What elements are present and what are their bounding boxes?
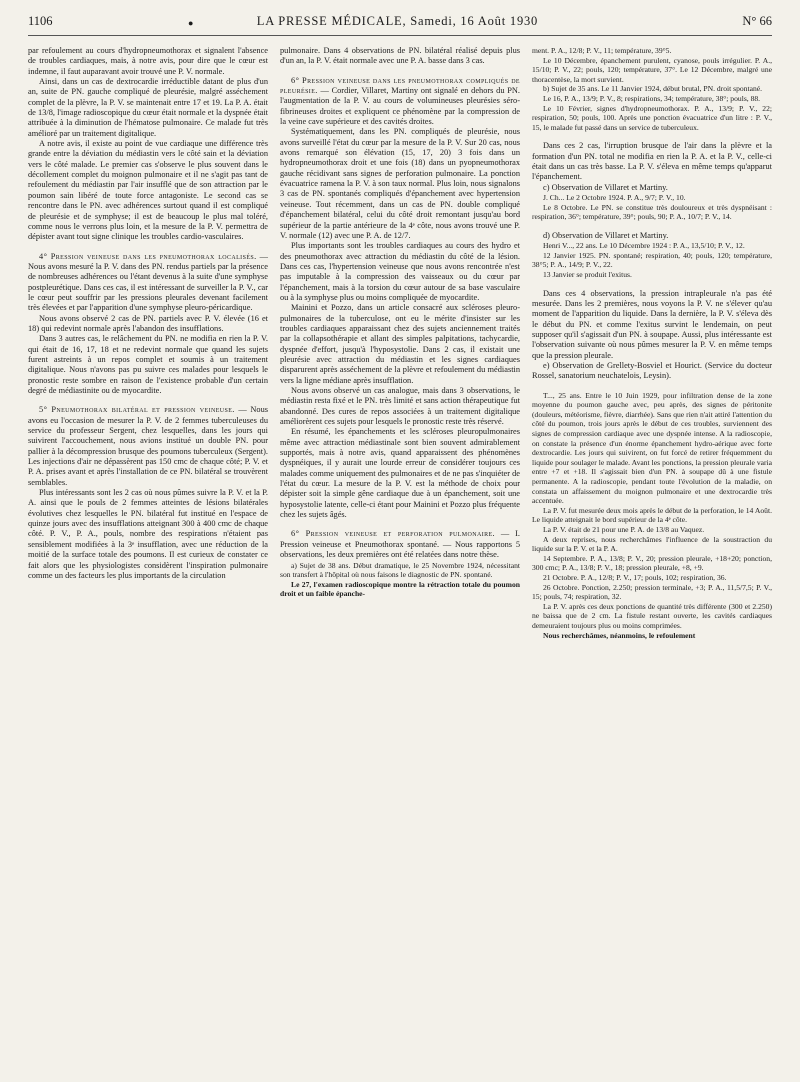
paragraph-text: Dans ces 4 observations, la pression intrapleurale n'a pas été mesurée. Dans les 2 premières, nous voyons la P. V. ne s'élever qu'au moment de l'apparition du liquide. Dans la dernière, la P. V. s'éleva dès le début du PN. et comme l'exitus survint le lendemain, on peut supposer qu'il s'agissait d'un PN. à soupape. Aussi, plus intéressante est l'observation suivante où nous pûmes mesurer la P. V. en même temps que la pression pleurale. <box>532 288 772 360</box>
paragraph-text: A deux reprises, nous recherchâmes l'influence de la soustraction du liquide sur la P. V. et la P. A. <box>532 534 772 554</box>
paragraph-gap <box>532 222 772 231</box>
bullet-icon: ● <box>188 18 194 28</box>
paragraph-text: Henri V..., 22 ans. Le 10 Décembre 1924 : P. A., 13,5/10; P. V., 12. <box>543 241 745 251</box>
section-heading: 5° Pneumothorax bilatéral et pression veineuse. <box>39 405 235 415</box>
paragraph <box>280 76 520 128</box>
paragraph <box>28 314 268 335</box>
column-middle <box>280 46 520 640</box>
paragraph <box>280 561 520 580</box>
paragraph-text: e) Observation de Grellety-Bosviel et Hourict. (Service du docteur Rossel, sanatorium neuchatelois, Leysin). <box>532 360 772 381</box>
paragraph-gap <box>280 67 520 76</box>
paragraph-text: La P. V. était de 21 pour une P. A. de 13/8 au Vaquez. <box>543 524 705 534</box>
paragraph-text: J. Ch... Le 2 Octobre 1924. P. A., 9/7; P. V., 10. <box>543 193 686 203</box>
paragraph <box>532 631 772 641</box>
paragraph-text: ment. P. A., 12/8; P. V., 11; température, 39°5. <box>532 46 672 55</box>
paragraph <box>532 583 772 602</box>
paragraph-text: Nous avons observé un cas analogue, mais dans 3 observations, le médiastin resta fixé et le PN. très limité et sans action thérapeutique fut abandonné. Des cures de repos associées à un traitement digitalique améliorèrent ces sujets pour lesquels le pronostic reste très réservé. <box>280 386 520 427</box>
paragraph-text: 21 Octobre. P. A., 12/8; P. V., 17; pouls, 102; respiration, 36. <box>543 572 727 582</box>
paragraph-text: La P. V. fut mesurée deux mois après le début de la perforation, le 14 Août. Le liquide atteignait le bord supérieur de la 4ᵉ côte. <box>532 505 772 525</box>
issue-number: N° 66 <box>742 14 772 28</box>
page-number: 1106 <box>28 14 53 28</box>
paragraph-text: Dans ces 2 cas, l'irruption brusque de l'air dans la plèvre et la formation d'un PN. total ne modifia en rien la P. A. et la P. V., celle-ci était dans un cas très basse. La P. V. s'éleva en même temps qu'apparut l'épanchement. <box>532 141 772 182</box>
paragraph <box>532 554 772 573</box>
paragraph-text: Nous recherchâmes, néanmoins, le refoulement <box>543 630 696 640</box>
paragraph <box>532 56 772 85</box>
paragraph <box>532 183 772 193</box>
paragraph <box>280 241 520 303</box>
paragraph-text: — Nous avons eu l'occasion de mesurer la P. V. de 2 femmes tuberculeuses du service du professeur Sergent, chez lesquelles, dans les jours qui suivirent l'accouchement, nous avions institué un double PN. pour pallier à la décompression brusque des poumons tuberculeux (Sergent). Les injections d'air ne dépassèrent pas 150 cmc de chaque côté; P. V. et P. A. prises avant et après l'installation de ce PN. bilatéral se trouvèrent semblables. <box>28 405 268 487</box>
paragraph-text: Plus intéressants sont les 2 cas où nous pûmes suivre la P. V. et la P. A. ainsi que le pouls de 2 femmes atteintes de lésions bilatérales évolutives chez lesquelles le PN. bilatéral fut institué en l'espace de quinze jours avec des insufflations atteignant 300 à 400 cmc de chaque côté. P. V., P. A., pouls, nombre des respirations n'étaient pas sensiblement modifiées à la 3ᵉ insufflation, avec une réduction de la moitié de la surface totale des poumons. Il est curieux de constater ce fait alors que les physiologistes considèrent l'inspiration pulmonaire comme un des facteurs les plus importants de la circulation <box>28 488 268 580</box>
paragraph-text: Ainsi, dans un cas de dextrocardie irréductible datant de plus d'un an, suite de PN. gauche compliqué de pleurésie, malgré asséchement complet de la plèvre, la P. V. se maintenait entre 17 et 19. La P. A. était de 13/8, l'image radioscopique du cœur était normale et la dyspnée était attribuée à la diminution de l'hématose pulmonaire. Ce malade fut très amélioré par un traitement digitalique. <box>28 77 268 138</box>
section-heading: 4° Pression veineuse dans les pneumothorax localisés. <box>39 251 257 261</box>
paragraph <box>532 270 772 280</box>
paragraph-gap <box>28 396 268 405</box>
paragraph <box>280 127 520 241</box>
paragraph <box>280 580 520 599</box>
paragraph-text: Le 8 Octobre. Le PN. se constitue très douloureux et très dyspnéisant : respiration, 36°; température, 39°; pouls, 90; P. A., 10/7; P. V., 14. <box>532 202 772 222</box>
paragraph-text: — Nous avons mesuré la P. V. dans des PN. rendus partiels par la présence de nombreuses adhérences ou l'étant devenus à la suite d'une symphyse postpleurétique. Dans ces cas, il est intéressant de surveiller la P. V., car le cœur peut souffrir par les pressions pleurales devenant facilement très élevées et par l'apparition d'une symphyse pleuro-péricardique. <box>28 251 268 313</box>
paragraph-text: 26 Octobre. Ponction, 2.250; pression terminale, +3; P. A., 11,5/7,5; P. V., 15; pouls, 74; respiration, 32. <box>532 582 772 602</box>
paragraph-text: Le 10 Décembre, épanchement purulent, cyanose, pouls irrégulier. P. A., 15/10; P. V., 22; pouls, 120; température, 37°. Le 12 Décembre, malgré une thoracentèse, la mort survient. <box>532 55 772 84</box>
paragraph <box>532 141 772 182</box>
paragraph-text: Plus importants sont les troubles cardiaques au cours des hydro et des pneumothorax avec attraction du médiastin du côté de la lésion. Dans ces cas, l'hypertension veineuse que nous avons rencontrée n'est pas imputable à la compression des vaisseaux ou du cœur par l'épanchement, mais à la torsion du cœur autour de sa base vasculaire ou à la symphyse plus ou moins compliquée de myocardite. <box>280 241 520 302</box>
paragraph-text: Nous avons observé 2 cas de PN. partiels avec P. V. élevée (16 et 18) qui redevint normale après l'abandon des insufflations. <box>28 313 268 333</box>
paragraph-text: En résumé, les épanchements et les scléroses pleuropulmonaires même avec attraction médiastinale sont bien souvent admirablement supportés, mais à notre avis, quand apparaissent des phénomènes dyspnéiques, il y aurait une lourde erreur de considérer toujours ces malades comme uniquement des pulmonaires et de ne pas s'inquiéter de l'état du cœur. La mesure de la P. V. est la méthode de choix pour dépister soit la simple gêne cardiaque due à un épanchement, soit une hyposystolie latente, celle-ci étant pour Mainini et Pozzo plus fréquente chez les sujets âgés. <box>280 427 520 520</box>
paragraph <box>532 231 772 241</box>
paragraph-text: Le 27, l'examen radioscopique montre la rétraction totale du poumon droit et un faible épanche- <box>280 579 520 599</box>
paragraph <box>532 573 772 583</box>
paragraph <box>280 386 520 427</box>
paragraph-gap <box>532 280 772 289</box>
column-left <box>28 46 268 640</box>
running-header <box>28 0 772 36</box>
paragraph <box>28 46 268 77</box>
paragraph-text: a) Sujet de 38 ans. Début dramatique, le 25 Novembre 1924, nécessitant son transfert à l'hôpital où nous faisons le diagnostic de PN. spontané. <box>280 560 520 580</box>
paragraph <box>28 405 268 488</box>
paragraph <box>532 602 772 631</box>
paragraph-text: A notre avis, il existe au point de vue cardiaque une différence très grande entre la déviation du médiastin vers le côté sain et la déviation vers le côté malade. Le premier cas s'observe le plus souvent dans le décollement complet du moignon pulmonaire et il ne s'agit pas tant de refoulement du médiastin par l'air insufflé que de son attraction par le poumon sain libéré de toute force antagoniste. Le second cas se rencontre dans le PN. avec adhérences surtout quand il est compliqué de pleurésie et de symphyse; il est de beaucoup le plus mal toléré, comme nous le verrons plus loin, et la mesure de la P. V. permettra de dépister avant tout signe clinique les troubles cardio-vasculaires. <box>28 139 268 242</box>
paragraph-text: pulmonaire. Dans 4 observations de PN. bilatéral réalisé depuis plus d'un an, la P. V. était normale avec une P. A. basse dans 3 cas. <box>280 46 520 66</box>
paragraph <box>280 427 520 520</box>
paragraph-gap <box>280 520 520 529</box>
paragraph <box>532 241 772 251</box>
paragraph-text: Le 16, P. A., 13/9; P. V., 8; respirations, 34; température, 38°; pouls, 88. <box>543 93 761 103</box>
running-title: LA PRESSE MÉDICALE, Samedi, 16 Août 1930 <box>256 14 539 28</box>
paragraph <box>28 334 268 396</box>
paragraph-text: c) Observation de Villaret et Martiny. <box>543 182 668 192</box>
paragraph-gap <box>532 132 772 141</box>
paragraph-text: Dans 3 autres cas, le relâchement du PN. ne modifia en rien la P. V. qui était de 16, 17, 18 et ne redevint normale que quand les sujets furent astreints à un repos complet et soumis à un traitement digitalique. Nous n'avons pas pu suivre ces malades pour lesquels le pronostic reste sombre en raison de l'existence probable d'un certain degré de médiastinite ou de myocardite. <box>28 334 268 395</box>
paragraph <box>532 361 772 382</box>
paragraph <box>532 391 772 506</box>
paragraph-text: Le 10 Février, signes d'hydropneumothorax. P. A., 13/9; P. V., 22; respiration, 50; pouls, 100. Après une ponction évacuatrice d'un litre : P. V., 15, le malade fut passé dans un service de tuberculeux. <box>532 103 772 132</box>
section-heading: 6° Pression veineuse dans les pneumothorax compliqués de pleurésie. <box>280 75 520 96</box>
paragraph-text: T..., 25 ans. Entre le 10 Juin 1929, pour infiltration dense de la zone moyenne du poumon gauche avec, peu après, des signes de péritonite (douleurs, météorisme, fièvre, diarrhée). Sans que rien n'ait attiré l'attention du côté du poumon, trois jours après le début de ces troubles, surviennent des signes de compression cardiaque avec une dyspnée intense. A la radioscopie, on constate la présence d'un énorme épanchement hydro-aérique avec forte dextrocardie. Les jours qui suivirent, on fut forcé de retirer fréquemment du liquide pour soulager le malade. Avant les ponctions, la pression pleurale varia entre +7 et +18. Il s'agissait bien d'un PN. à soupape dû à une fistule permanente. A la radioscopie, pendant toute l'évolution de la maladie, on constata un affaissement du moignon pulmonaire et une dextrocardie très accentuée. <box>532 390 772 506</box>
paragraph <box>28 488 268 581</box>
paragraph <box>28 77 268 139</box>
paragraph <box>532 525 772 535</box>
paragraph <box>532 251 772 270</box>
paragraph-text: — I. Pression veineuse et Pneumothorax spontané. — Nous rapportons 5 observations, les deux premières ont été relatées dans notre thèse. <box>280 529 520 560</box>
paragraph-text: b) Sujet de 35 ans. Le 11 Janvier 1924, début brutal, PN. droit spontané. <box>543 84 763 94</box>
paragraph-text: 13 Janvier se produit l'exitus. <box>543 269 632 279</box>
paragraph-text: Mainini et Pozzo, dans un article consacré aux scléroses pleuro-pulmonaires de la tuberculose, ont eu le mérite d'insister sur les troubles cardiaques apparaissant chez des sujets anciennement traités par la collapsothérapie et allant des simples palpitations, tachycardie, dyspnée d'effort, jusqu'à l'hyposystolie. Dans 2 cas, il existait une pleurésie avec attraction du médiastin et les signes cardiaques disparurent après asséchement de la plèvre et refoulement du médiastin vers la ligne médiane après insufflation. <box>280 303 520 385</box>
paragraph <box>532 193 772 203</box>
paragraph <box>280 303 520 386</box>
paragraph <box>28 139 268 242</box>
paragraph-text: — Cordier, Villaret, Martiny ont signalé en dehors du PN. l'augmentation de la P. V. au cours de volumineuses pleurésies séro-fibrineuses droites et expliquent ce phénomène par la compression de la veine cave supérieure et des cavités droites. <box>280 86 520 127</box>
section-heading: 6° Pression veineuse et perforation pulmonaire. <box>291 529 496 539</box>
paragraph <box>532 535 772 554</box>
paragraph-text: La P. V. après ces deux ponctions de quantité très différente (300 et 2.250) ne baissa que de 2 cm. La fistule restant ouverte, les cavités cardiaques demeuraient toujours plus ou moins comprimées. <box>532 601 772 630</box>
paragraph <box>280 46 520 67</box>
paragraph-text: par refoulement au cours d'hydropneumothorax et signalent l'absence de troubles cardiaques, mais, à notre avis, pour dire que le cœur est indemne, il faut auparavant avoir trouvé une P. V. normale. <box>28 46 268 76</box>
paragraph <box>532 506 772 525</box>
paragraph <box>532 289 772 361</box>
paragraph-text: 14 Septembre. P. A., 13/8; P. V., 20; pression pleurale, +18+20; ponction, 300 cmc; P. A., 13/8; P. V., 18; pression pleurale, +8, +9. <box>532 553 772 573</box>
paragraph-text: Systématiquement, dans les PN. compliqués de pleurésie, nous avons surveillé l'état du cœur par la mesure de la P. V. Sur 20 cas, nous avons remarqué son élévation (15, 17, 20) 3 fois dans un hydropneumothorax droit et une fois (18) dans un pyopneumothorax gauche récidivant sans signes de perforation pulmonaire. La ponction évacuatrice ramena la P. V. à son taux normal. Plus loin, nous signalons 3 cas de PN. spontanés compliqués d'épanchement avec hypertension veineuse. Tout récemment, dans un cas de PN. double compliqué d'épanchement bilatéral, celui du côté droit remontant jusqu'au bord supérieur de la partie antérieure de la 4ᵉ côte, nous avons trouvé une P. V. normale (12) avec une P. A. de 12/7. <box>280 127 520 240</box>
column-right <box>532 46 772 640</box>
paragraph <box>532 104 772 133</box>
paragraph-text: 12 Janvier 1925. PN. spontané; respiration, 40; pouls, 120; température, 38°5; P. A., 14/9; P. V., 22. <box>532 250 772 270</box>
paragraph <box>532 84 772 94</box>
paragraph <box>532 203 772 222</box>
paragraph-gap <box>532 382 772 391</box>
paragraph <box>532 46 772 56</box>
text-columns <box>28 46 772 640</box>
paragraph <box>28 252 268 314</box>
paragraph-gap <box>28 243 268 252</box>
paragraph <box>280 529 520 560</box>
paragraph <box>532 94 772 104</box>
paragraph-text: d) Observation de Villaret et Martiny. <box>543 230 669 240</box>
